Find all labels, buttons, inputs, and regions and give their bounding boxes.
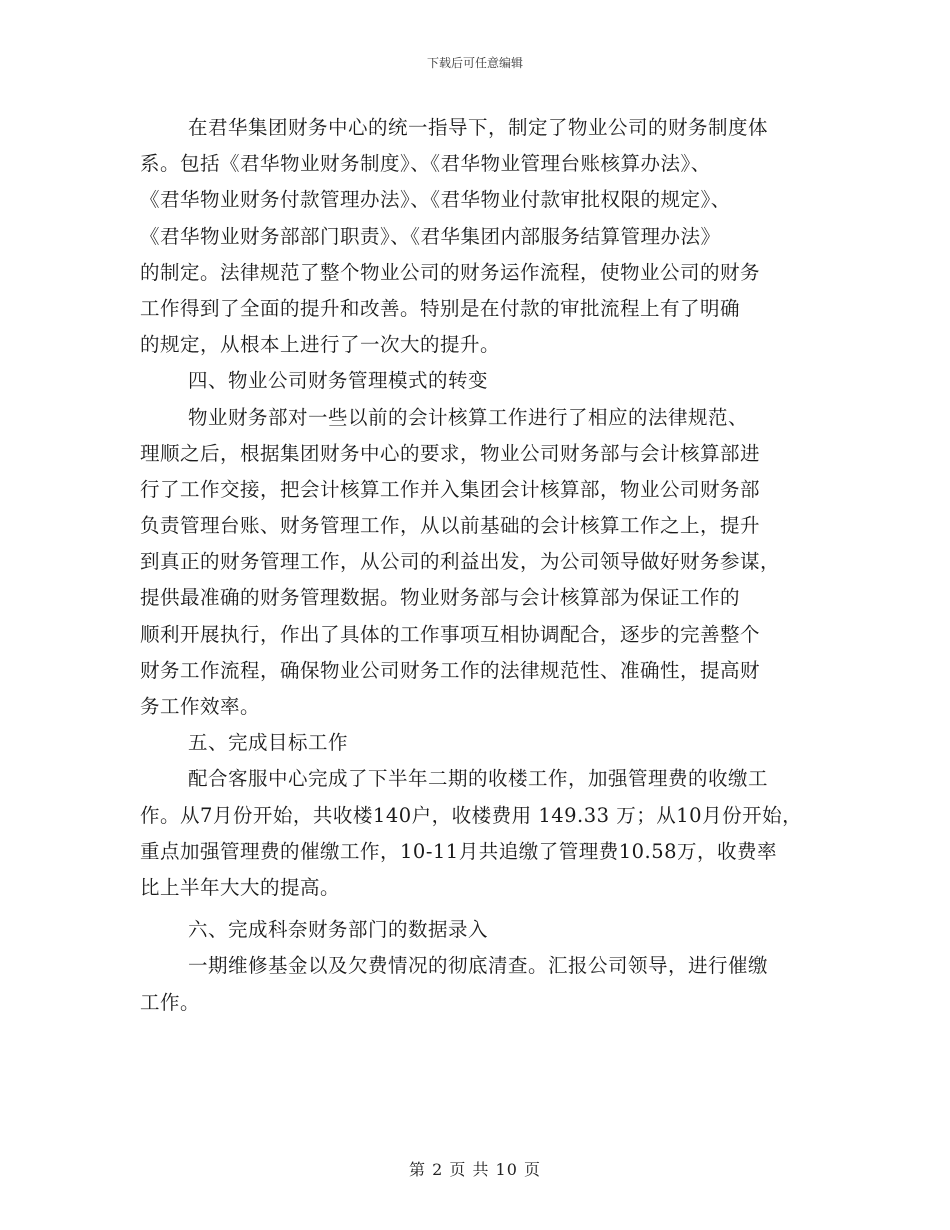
- paragraph-line: 理顺之后，根据集团财务中心的要求，物业公司财务部与会计核算部进: [140, 441, 761, 465]
- page-footer: 第 2 页 共 10 页: [409, 1160, 541, 1179]
- paragraph-line: 到真正的财务管理工作，从公司的利益出发，为公司领导做好财务参谋，: [140, 550, 781, 574]
- section-heading: 五、完成目标工作: [188, 731, 349, 755]
- paragraph-line: 顺利开展执行，作出了具体的工作事项互相协调配合，逐步的完善整个: [140, 622, 761, 646]
- paragraph-line: 的制定。法律规范了整个物业公司的财务运作流程，使物业公司的财务: [140, 260, 761, 284]
- paragraph-line: 提供最准确的财务管理数据。物业财务部与会计核算部为保证工作的: [140, 586, 741, 610]
- paragraph-line: 一期维修基金以及欠费情况的彻底清查。汇报公司领导，进行催缴: [188, 954, 769, 978]
- paragraph-line: 负责管理台账、财务管理工作，从以前基础的会计核算工作之上，提升: [140, 514, 761, 538]
- paragraph-line: 重点加强管理费的催缴工作，10-11月共追缴了管理费10.58万，收费率: [140, 839, 778, 863]
- section-heading: 四、物业公司财务管理模式的转变: [188, 369, 489, 393]
- paragraph-line: 《君华物业财务付款管理办法》、《君华物业付款审批权限的规定》、: [140, 188, 731, 212]
- paragraph-line: 的规定，从根本上进行了一次大的提升。: [140, 333, 501, 357]
- paragraph-line: 务工作效率。: [140, 695, 261, 718]
- paragraph-line: 工作得到了全面的提升和改善。特别是在付款的审批流程上有了明确: [140, 296, 741, 320]
- paragraph-line: 财务工作流程，确保物业公司财务工作的法律规范性、准确性，提高财: [140, 658, 761, 682]
- paragraph-line: 物业财务部对一些以前的会计核算工作进行了相应的法律规范、: [188, 405, 749, 429]
- paragraph-line: 在君华集团财务中心的统一指导下，制定了物业公司的财务制度体: [188, 116, 769, 139]
- paragraph-line: 系。包括《君华物业财务制度》、《君华物业管理台账核算办法》、: [140, 152, 711, 176]
- page-header: 下载后可任意编辑: [426, 56, 523, 70]
- paragraph-line: 配合客服中心完成了下半年二期的收楼工作，加强管理费的收缴工: [188, 767, 769, 791]
- paragraph-line: 行了工作交接，把会计核算工作并入集团会计核算部，物业公司财务部: [140, 477, 761, 501]
- document-body: [140, 110, 820, 1021]
- section-heading: 六、完成科奈财务部门的数据录入: [188, 918, 489, 942]
- paragraph-line: 比上半年大大的提高。: [140, 875, 341, 899]
- paragraph-line: 工作。: [140, 990, 201, 1014]
- paragraph-line: 《君华物业财务部部门职责》、《君华集团内部服务结算管理办法》: [140, 224, 721, 248]
- paragraph-line: 作。从7月份开始，共收楼140户，收楼费用 149.33 万；从10月份开始，: [140, 803, 803, 827]
